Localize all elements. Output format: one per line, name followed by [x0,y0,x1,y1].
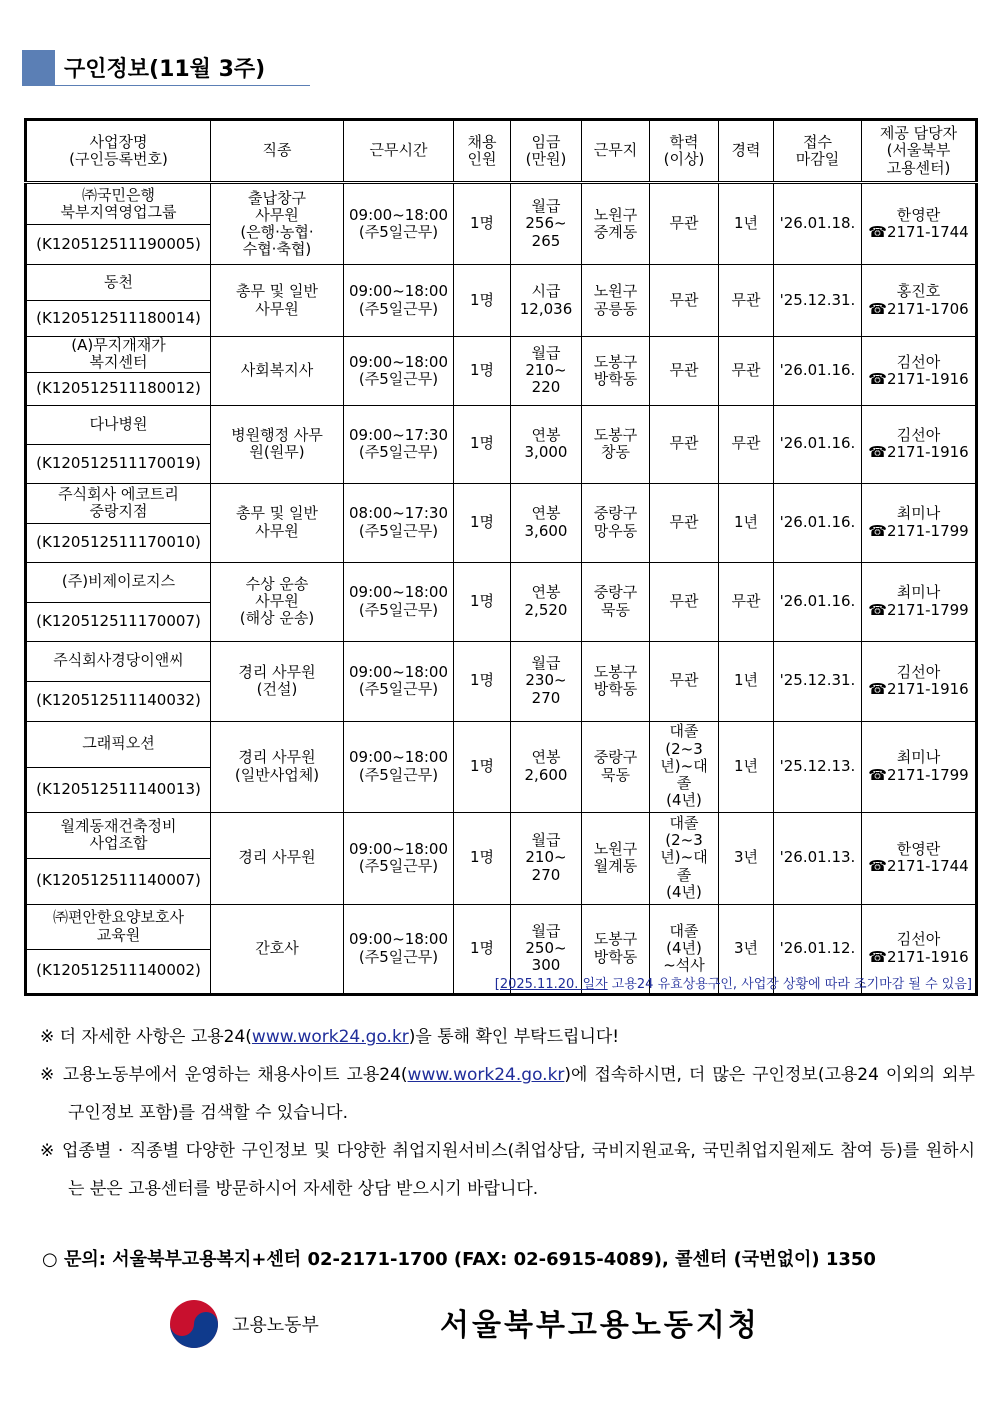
note-1: ※ 더 자세한 사항은 고용24(www.work24.go.kr)을 통해 확인 부탁드립니다! [40,1027,620,1047]
cell-exp: 1년 [719,641,774,721]
registration-number: (K120512511140013) [26,767,211,812]
cell-job: 출납창구 사무원 (은행·농협· 수협·축협) [211,183,344,265]
cell-deadline: '26.01.16. [774,405,862,483]
column-header: 경력 [719,120,774,183]
company-name: (주)비제이로지스 [26,562,211,602]
cell-wage: 연봉 2,600 [511,721,582,812]
cell-edu: 무관 [650,641,719,721]
cell-hours: 09:00~18:00 (주5일근무) [344,721,454,812]
cell-edu: 무관 [650,483,719,562]
cell-count: 1명 [454,265,511,337]
cell-wage: 월급 210~ 220 [511,337,582,406]
cell-deadline: '26.01.16. [774,483,862,562]
table-row [26,812,977,858]
cell-edu: 무관 [650,337,719,406]
cell-exp: 무관 [719,337,774,406]
job-table [24,118,978,996]
title-underline [22,85,310,86]
cell-exp: 3년 [719,904,774,994]
company-name: (A)무지개재가 복지센터 [26,337,211,373]
cell-place: 중랑구 망우동 [582,483,650,562]
cell-count: 1명 [454,812,511,904]
cell-count: 1명 [454,904,511,994]
ministry-name: 고용노동부 [232,1315,319,1336]
cell-job: 병원행정 사무 원(원무) [211,405,344,483]
cell-edu: 대졸 (2~3 년)~대 졸 (4년) [650,812,719,904]
source-note [495,973,972,992]
cell-place: 노원구 월계동 [582,812,650,904]
registration-number: (K120512511180012) [26,372,211,405]
column-header: 근무지 [582,120,650,183]
cell-contact: 한영란 ☎2171-1744 [862,812,977,904]
company-name: ㈜국민은행 북부지역영업그룹 [26,183,211,225]
company-name: 그래픽오션 [26,721,211,767]
cell-exp: 1년 [719,721,774,812]
cell-contact: 김선아 ☎2171-1916 [862,904,977,994]
cell-count: 1명 [454,562,511,641]
company-name: 월계동재건축정비 사업조합 [26,812,211,858]
cell-deadline: '25.12.31. [774,641,862,721]
cell-place: 중랑구 묵동 [582,721,650,812]
page-title: 구인정보(11월 3주) [64,57,266,82]
cell-exp: 무관 [719,405,774,483]
column-header: 채용 인원 [454,120,511,183]
ministry-logo [168,1298,319,1350]
column-header: 직종 [211,120,344,183]
column-header: 임금 (만원) [511,120,582,183]
cell-contact: 한영란 ☎2171-1744 [862,183,977,265]
cell-job: 경리 사무원 (건설) [211,641,344,721]
column-header: 학력 (이상) [650,120,719,183]
cell-place: 도봉구 방학동 [582,641,650,721]
cell-place: 도봉구 방학동 [582,904,650,994]
cell-wage: 시급 12,036 [511,265,582,337]
cell-deadline: '26.01.18. [774,183,862,265]
column-header: 사업장명 (구인등록번호) [26,120,211,183]
company-name: ㈜편안한요양보호사 교육원 [26,904,211,949]
cell-deadline: '26.01.16. [774,562,862,641]
note-3: ※ 업종별 · 직종별 다양한 구인정보 및 다양한 취업지원서비스(취업상담, 국비지원교육, 국민취업지원제도 참여 등)를 원하시는 분은 고용센터를 방문하시어 자세한 상담 받으시기 바랍니다. [40,1141,975,1199]
table-row [26,483,977,523]
cell-place: 도봉구 창동 [582,405,650,483]
cell-job: 총무 및 일반 사무원 [211,265,344,337]
cell-count: 1명 [454,405,511,483]
cell-hours: 09:00~18:00 (주5일근무) [344,641,454,721]
cell-hours: 09:00~18:00 (주5일근무) [344,337,454,406]
cell-exp: 무관 [719,265,774,337]
cell-edu: 무관 [650,405,719,483]
source-text: 고용24 유효상용구인, 사업장 상황에 따라 조기마감 될 수 있음] [607,977,972,992]
cell-place: 노원구 중계동 [582,183,650,265]
table-row [26,183,977,225]
cell-exp: 3년 [719,812,774,904]
cell-contact: 홍진호 ☎2171-1706 [862,265,977,337]
notes [40,1018,975,1208]
work24-link[interactable]: www.work24.go.kr [251,1027,409,1047]
cell-count: 1명 [454,337,511,406]
cell-hours: 08:00~17:30 (주5일근무) [344,483,454,562]
registration-number: (K120512511190005) [26,225,211,265]
cell-contact: 최미나 ☎2171-1799 [862,721,977,812]
column-header: 제공 담당자 (서울북부 고용센터) [862,120,977,183]
cell-count: 1명 [454,721,511,812]
table-row [26,265,977,301]
contact-line: ○ 문의: 서울북부고용복지+센터 02-2171-1700 (FAX: 02-6915-4089), 콜센터 (국번없이) 1350 [42,1249,876,1270]
cell-deadline: '26.01.16. [774,337,862,406]
table-row [26,405,977,444]
cell-edu: 무관 [650,183,719,265]
cell-job: 경리 사무원 [211,812,344,904]
table-row [26,562,977,602]
cell-place: 중랑구 묵동 [582,562,650,641]
cell-wage: 월급 250~ 300 [511,904,582,994]
cell-wage: 연봉 3,600 [511,483,582,562]
cell-job: 경리 사무원 (일반사업체) [211,721,344,812]
title-marker [22,50,55,85]
cell-contact: 김선아 ☎2171-1916 [862,641,977,721]
cell-job: 총무 및 일반 사무원 [211,483,344,562]
registration-number: (K120512511140007) [26,858,211,904]
cell-contact: 최미나 ☎2171-1799 [862,562,977,641]
office-name: 서울북부고용노동지청 [440,1308,760,1343]
cell-hours: 09:00~18:00 (주5일근무) [344,812,454,904]
cell-hours: 09:00~17:30 (주5일근무) [344,405,454,483]
cell-contact: 김선아 ☎2171-1916 [862,337,977,406]
table-row [26,721,977,767]
cell-deadline: '25.12.13. [774,721,862,812]
column-header: 근무시간 [344,120,454,183]
cell-exp: 1년 [719,183,774,265]
cell-hours: 09:00~18:00 (주5일근무) [344,562,454,641]
cell-hours: 09:00~18:00 (주5일근무) [344,183,454,265]
company-name: 다나병원 [26,405,211,444]
registration-number: (K120512511180014) [26,301,211,337]
registration-number: (K120512511170010) [26,523,211,562]
registration-number: (K120512511140002) [26,949,211,994]
company-name: 주식회사경당이앤씨 [26,641,211,681]
column-header: 접수 마감일 [774,120,862,183]
cell-count: 1명 [454,483,511,562]
cell-job: 수상 운송 사무원 (해상 운송) [211,562,344,641]
company-name: 주식회사 에코트리 중랑지점 [26,483,211,523]
cell-wage: 월급 230~ 270 [511,641,582,721]
cell-hours: 09:00~18:00 (주5일근무) [344,904,454,994]
taegeuk-emblem-icon [168,1298,220,1350]
cell-place: 도봉구 방학동 [582,337,650,406]
cell-contact: 김선아 ☎2171-1916 [862,405,977,483]
cell-deadline: '26.01.12. [774,904,862,994]
company-name: 동천 [26,265,211,301]
registration-number: (K120512511170007) [26,602,211,641]
cell-job: 간호사 [211,904,344,994]
cell-place: 노원구 공릉동 [582,265,650,337]
note-2: ※ 고용노동부에서 운영하는 채용사이트 고용24(www.work24.go.kr)에 접속하시면, 더 많은 구인정보(고용24 이외의 외부 구인정보 포함)를 검색할 수 있습니다. [40,1065,975,1123]
cell-count: 1명 [454,183,511,265]
cell-hours: 09:00~18:00 (주5일근무) [344,265,454,337]
cell-exp: 1년 [719,483,774,562]
cell-edu: 무관 [650,265,719,337]
cell-wage: 연봉 2,520 [511,562,582,641]
cell-contact: 최미나 ☎2171-1799 [862,483,977,562]
cell-wage: 월급 210~ 270 [511,812,582,904]
cell-count: 1명 [454,641,511,721]
cell-wage: 월급 256~ 265 [511,183,582,265]
source-date: [2025.11.20. 일자 [494,977,608,992]
work24-link[interactable]: www.work24.go.kr [407,1065,565,1085]
cell-deadline: '26.01.13. [774,812,862,904]
cell-wage: 연봉 3,000 [511,405,582,483]
registration-number: (K120512511140032) [26,681,211,721]
cell-edu: 대졸 (4년) ~석사 [650,904,719,994]
table-row [26,904,977,949]
cell-exp: 무관 [719,562,774,641]
cell-edu: 무관 [650,562,719,641]
cell-edu: 대졸 (2~3 년)~대 졸 (4년) [650,721,719,812]
table-row [26,337,977,373]
cell-deadline: '25.12.31. [774,265,862,337]
registration-number: (K120512511170019) [26,444,211,483]
cell-job: 사회복지사 [211,337,344,406]
table-row [26,641,977,681]
